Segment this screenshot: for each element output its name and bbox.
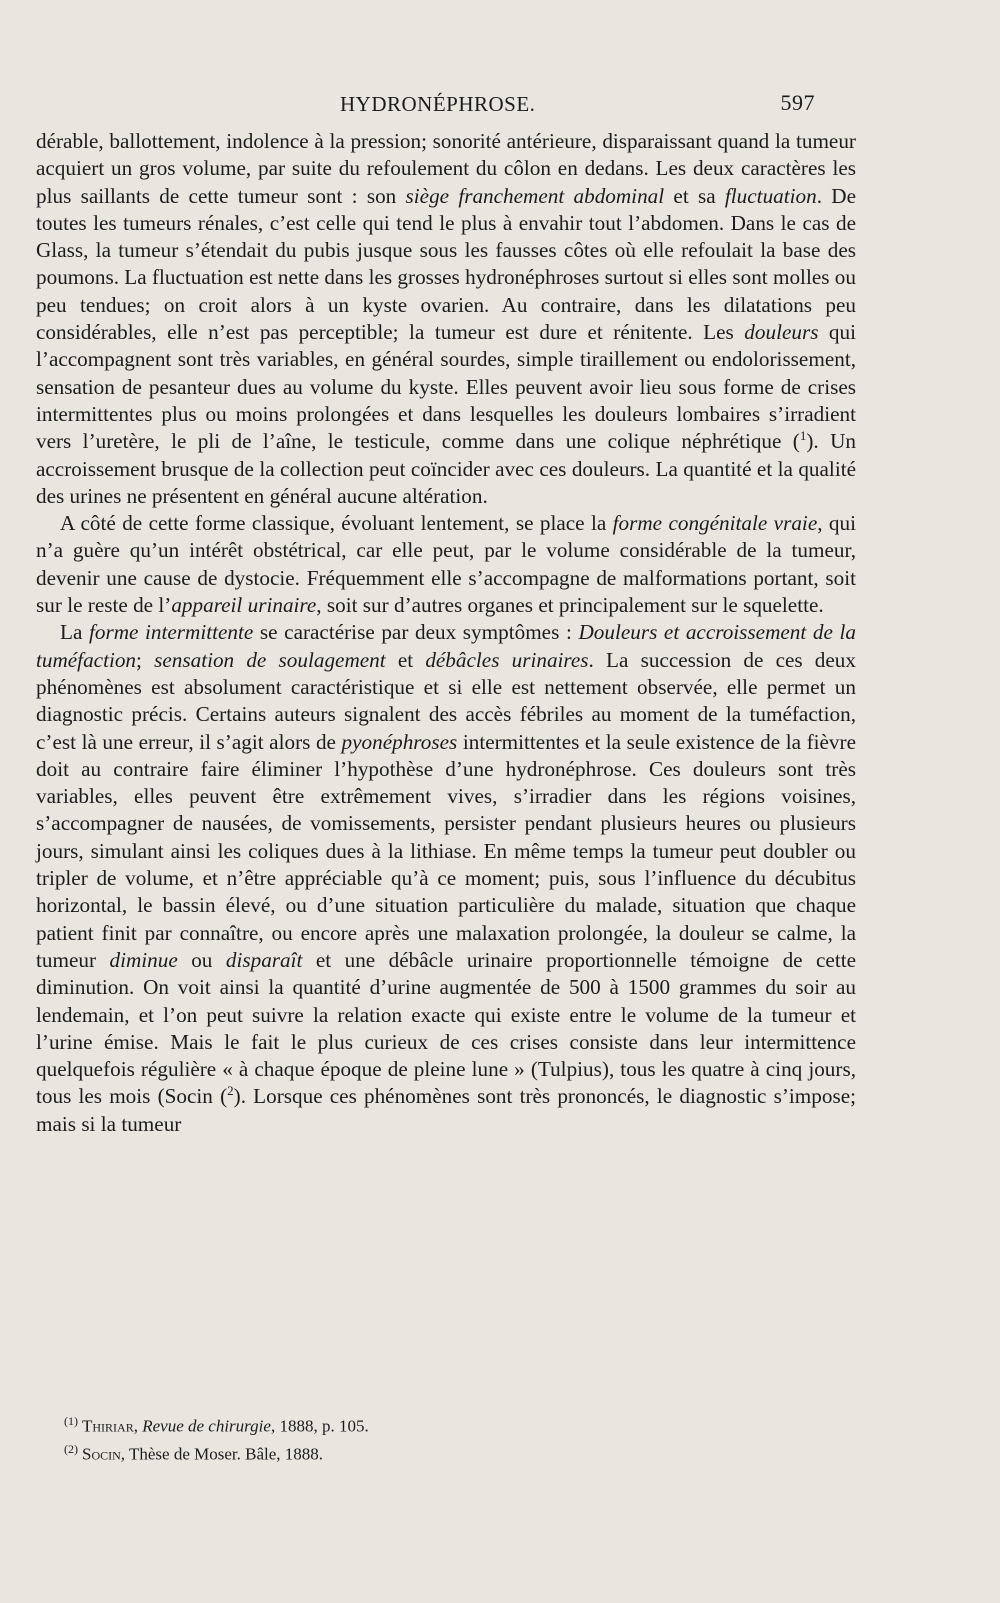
text-run: ). Lorsque ces phénomènes sont très prononcés, le diagnostic s’impose; mais si la tumeur [36, 1084, 857, 1136]
page-number: 597 [780, 90, 815, 115]
footnote-text: , 1888, p. 105. [270, 1416, 369, 1436]
running-head [340, 92, 960, 122]
paragraph [36, 128, 856, 510]
text-run: ; [136, 647, 155, 672]
italic-text: douleurs [744, 320, 819, 345]
footnote-1: $^{(1)}$ Thiriar, Revue de chirurgie, 1888, p. 105. [64, 1414, 369, 1436]
text-run: qui l’accompagnent sont très variables, en général sourdes, simple tiraillement ou endolorissement, sensation de pesanteur dues au volume du kyste. Elles peuvent avoir lieu sous forme de crises intermittentes plus ou moins prolongées et dans lesquelles les douleurs lombaires s’irradient vers l’uretère, le pli de l’aîne, le testicule, comme dans une colique néphrétique ( [36, 320, 857, 454]
italic-text: pyonéphroses [341, 729, 458, 754]
text-run: intermittentes et la seule existence de la fièvre doit au contraire faire éliminer l’hypothèse d’une hydronéphrose. Ces douleurs sont très variables, elles peuvent être extrêmement vives, s’irradier dans les régions voisines, s’accompagner de nausées, de vomissements, persister pendant plusieurs heures ou plusieurs jours, simulant ainsi les coliques dues à la lithiase. En même temps la tumeur peut doubler ou tripler de volume, et n’être appréciable qu’à ce moment; puis, sous l’influence du décubitus horizontal, le bassin élevé, ou d’une situation particulière du malade, situation que chaque patient finit par connaître, ou encore après une malaxation prolongée, la douleur se calme, la tumeur [36, 729, 856, 972]
footnote-text: , Thèse de Moser. Bâle, 1888. [120, 1444, 324, 1464]
text-run: , soit sur d’autres organes et principalement sur le squelette. [316, 593, 824, 618]
footnote-ref: 1 [799, 428, 807, 444]
paragraph [36, 619, 856, 1138]
running-head-title: HYDRONÉPHROSE. [340, 92, 536, 116]
italic-text: Douleurs et accroissement de la tuméfaction [36, 620, 856, 672]
text-run: et sa [664, 183, 725, 208]
text-run: et une débâcle urinaire proportionnelle témoigne de cette diminution. On voit ainsi la quantité d’urine augmentée de 500 à 1500 grammes du soir au lendemain, et l’on peut suivre la relation exacte qui existe entre le volume de la tumeur et l’urine émise. Mais le fait le plus curieux de ces crises consiste dans leur intermittence quelquefois régulière « à chaque époque de pleine lune » (Tulpius), tous les quatre à cinq jours, tous les mois (Socin ( [36, 947, 857, 1109]
italic-text: débâcles urinaires [425, 647, 589, 672]
text-run: dérable, ballottement, indolence à la pression; sonorité antérieure, disparaissant quand la tumeur acquiert un gros volume, par suite du refoulement du côlon en dedans. Les deux caractères les plus saillants de cette tumeur sont : son [36, 129, 856, 208]
italic-text: siège franchement abdominal [405, 183, 665, 208]
text-run: ou [177, 947, 226, 972]
text-run: . De toutes les tumeurs rénales, c’est celle qui tend le plus à envahir tout l’abdomen. Dans le cas de Glass, la tumeur s’étendait du pubis jusque sous les fausses côtes où elle refoulait la base des poumons. La fluctuation est nette dans les grosses hydronéphroses surtout si elles sont molles ou peu tendues; on croit alors à un kyste ovarien. Au contraire, dans les dilatations peu considérables, elle n’est pas perceptible; la tumeur est dure et rénitente. Les [36, 183, 856, 345]
footnote-2 [64, 1438, 764, 1466]
text-run: La [60, 620, 89, 645]
italic-text: appareil urinaire [171, 593, 317, 618]
italic-text: sensation de soulagement [154, 647, 386, 672]
italic-text: fluctuation [724, 183, 817, 208]
text-run: et [385, 647, 426, 672]
body-text [36, 128, 856, 1138]
paragraph [36, 510, 856, 619]
italic-text: forme intermittente [88, 620, 254, 645]
text-run: , qui n’a guère qu’un intérêt obstétrical, car elle peut, par le volume considérable de la tumeur, devenir une cause de dystocie. Fréquemment elle s’accompagne de malformations portant, soit sur le reste de l’ [36, 511, 856, 618]
text-run: ). Un accroissement brusque de la collection peut coïncider avec ces douleurs. La quantité et la qualité des urines ne présentent en général aucune altération. [36, 429, 857, 508]
footnote-author: Thiriar [82, 1416, 134, 1436]
text-run: . La succession de ces deux phénomènes est absolument caractéristique et si elle est nettement observée, elle permet un diagnostic précis. Certains auteurs signalent des accès fébriles au moment de la tuméfaction, c’est là une erreur, il s’agit alors de [36, 647, 856, 754]
footnote-mark: (1) [64, 1414, 78, 1428]
text-run: se caractérise par deux symptômes : [253, 620, 579, 645]
footnotes [64, 1410, 764, 1465]
text-run: A côté de cette forme classique, évoluant lentement, se place la [60, 511, 613, 536]
italic-text: disparaît [225, 947, 303, 972]
italic-text: forme congénitale vraie [612, 511, 818, 536]
footnote-mark: (2) [64, 1441, 78, 1456]
italic-text: diminue [109, 947, 178, 972]
footnote-journal: Revue de chirurgie [142, 1416, 271, 1436]
footnote-author: Socin [82, 1444, 121, 1464]
footnote-ref: 2 [227, 1083, 234, 1099]
